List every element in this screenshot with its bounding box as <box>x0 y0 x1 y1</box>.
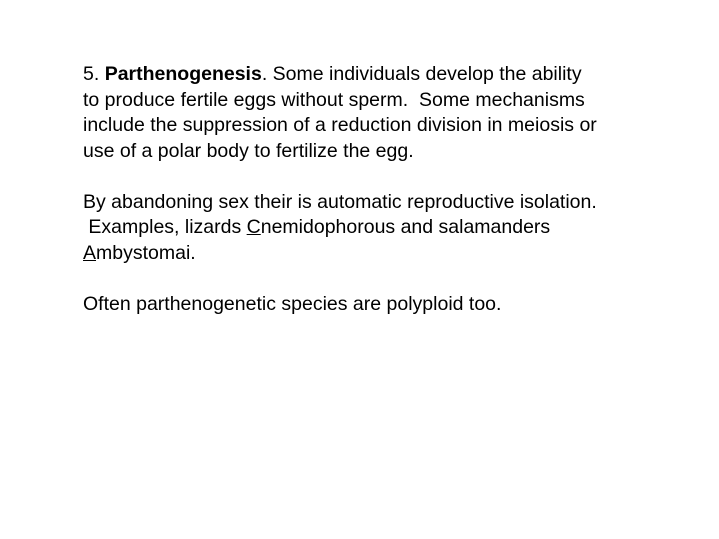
paragraph1-line-4: use of a polar body to fertilize the egg. <box>83 139 414 162</box>
paragraph2-line-1: By abandoning sex their is automatic reproductive isolation. <box>83 190 597 213</box>
paragraph2-line-3 <box>83 241 683 267</box>
paragraph1-line-1-text: . Some individuals develop the ability <box>261 63 582 85</box>
paragraph-parthenogenesis <box>83 62 683 164</box>
term-parthenogenesis: Parthenogenesis <box>104 63 262 85</box>
item-number: 5. <box>83 63 105 85</box>
paragraph3-line-1: Often parthenogenetic species are polyploid too. <box>83 292 502 315</box>
examples-prefix: Examples, lizards <box>83 216 247 238</box>
paragraph-polyploid <box>83 292 683 318</box>
paragraph1-line-1 <box>83 62 683 88</box>
slide-text-body <box>83 62 683 343</box>
paragraph1-line-2: to produce fertile eggs without sperm. Some mechanisms <box>83 88 585 111</box>
paragraph1-line-3: include the suppression of a reduction division in meiosis or <box>83 114 597 136</box>
genus1-rest: nemidophorous and salamanders <box>260 216 551 238</box>
genus2-rest: mbystomai. <box>96 241 196 264</box>
paragraph-reproductive-isolation <box>83 190 683 267</box>
genus2-initial: A <box>83 241 97 264</box>
genus1-initial: C <box>246 216 261 238</box>
paragraph2-line-2 <box>83 215 683 241</box>
